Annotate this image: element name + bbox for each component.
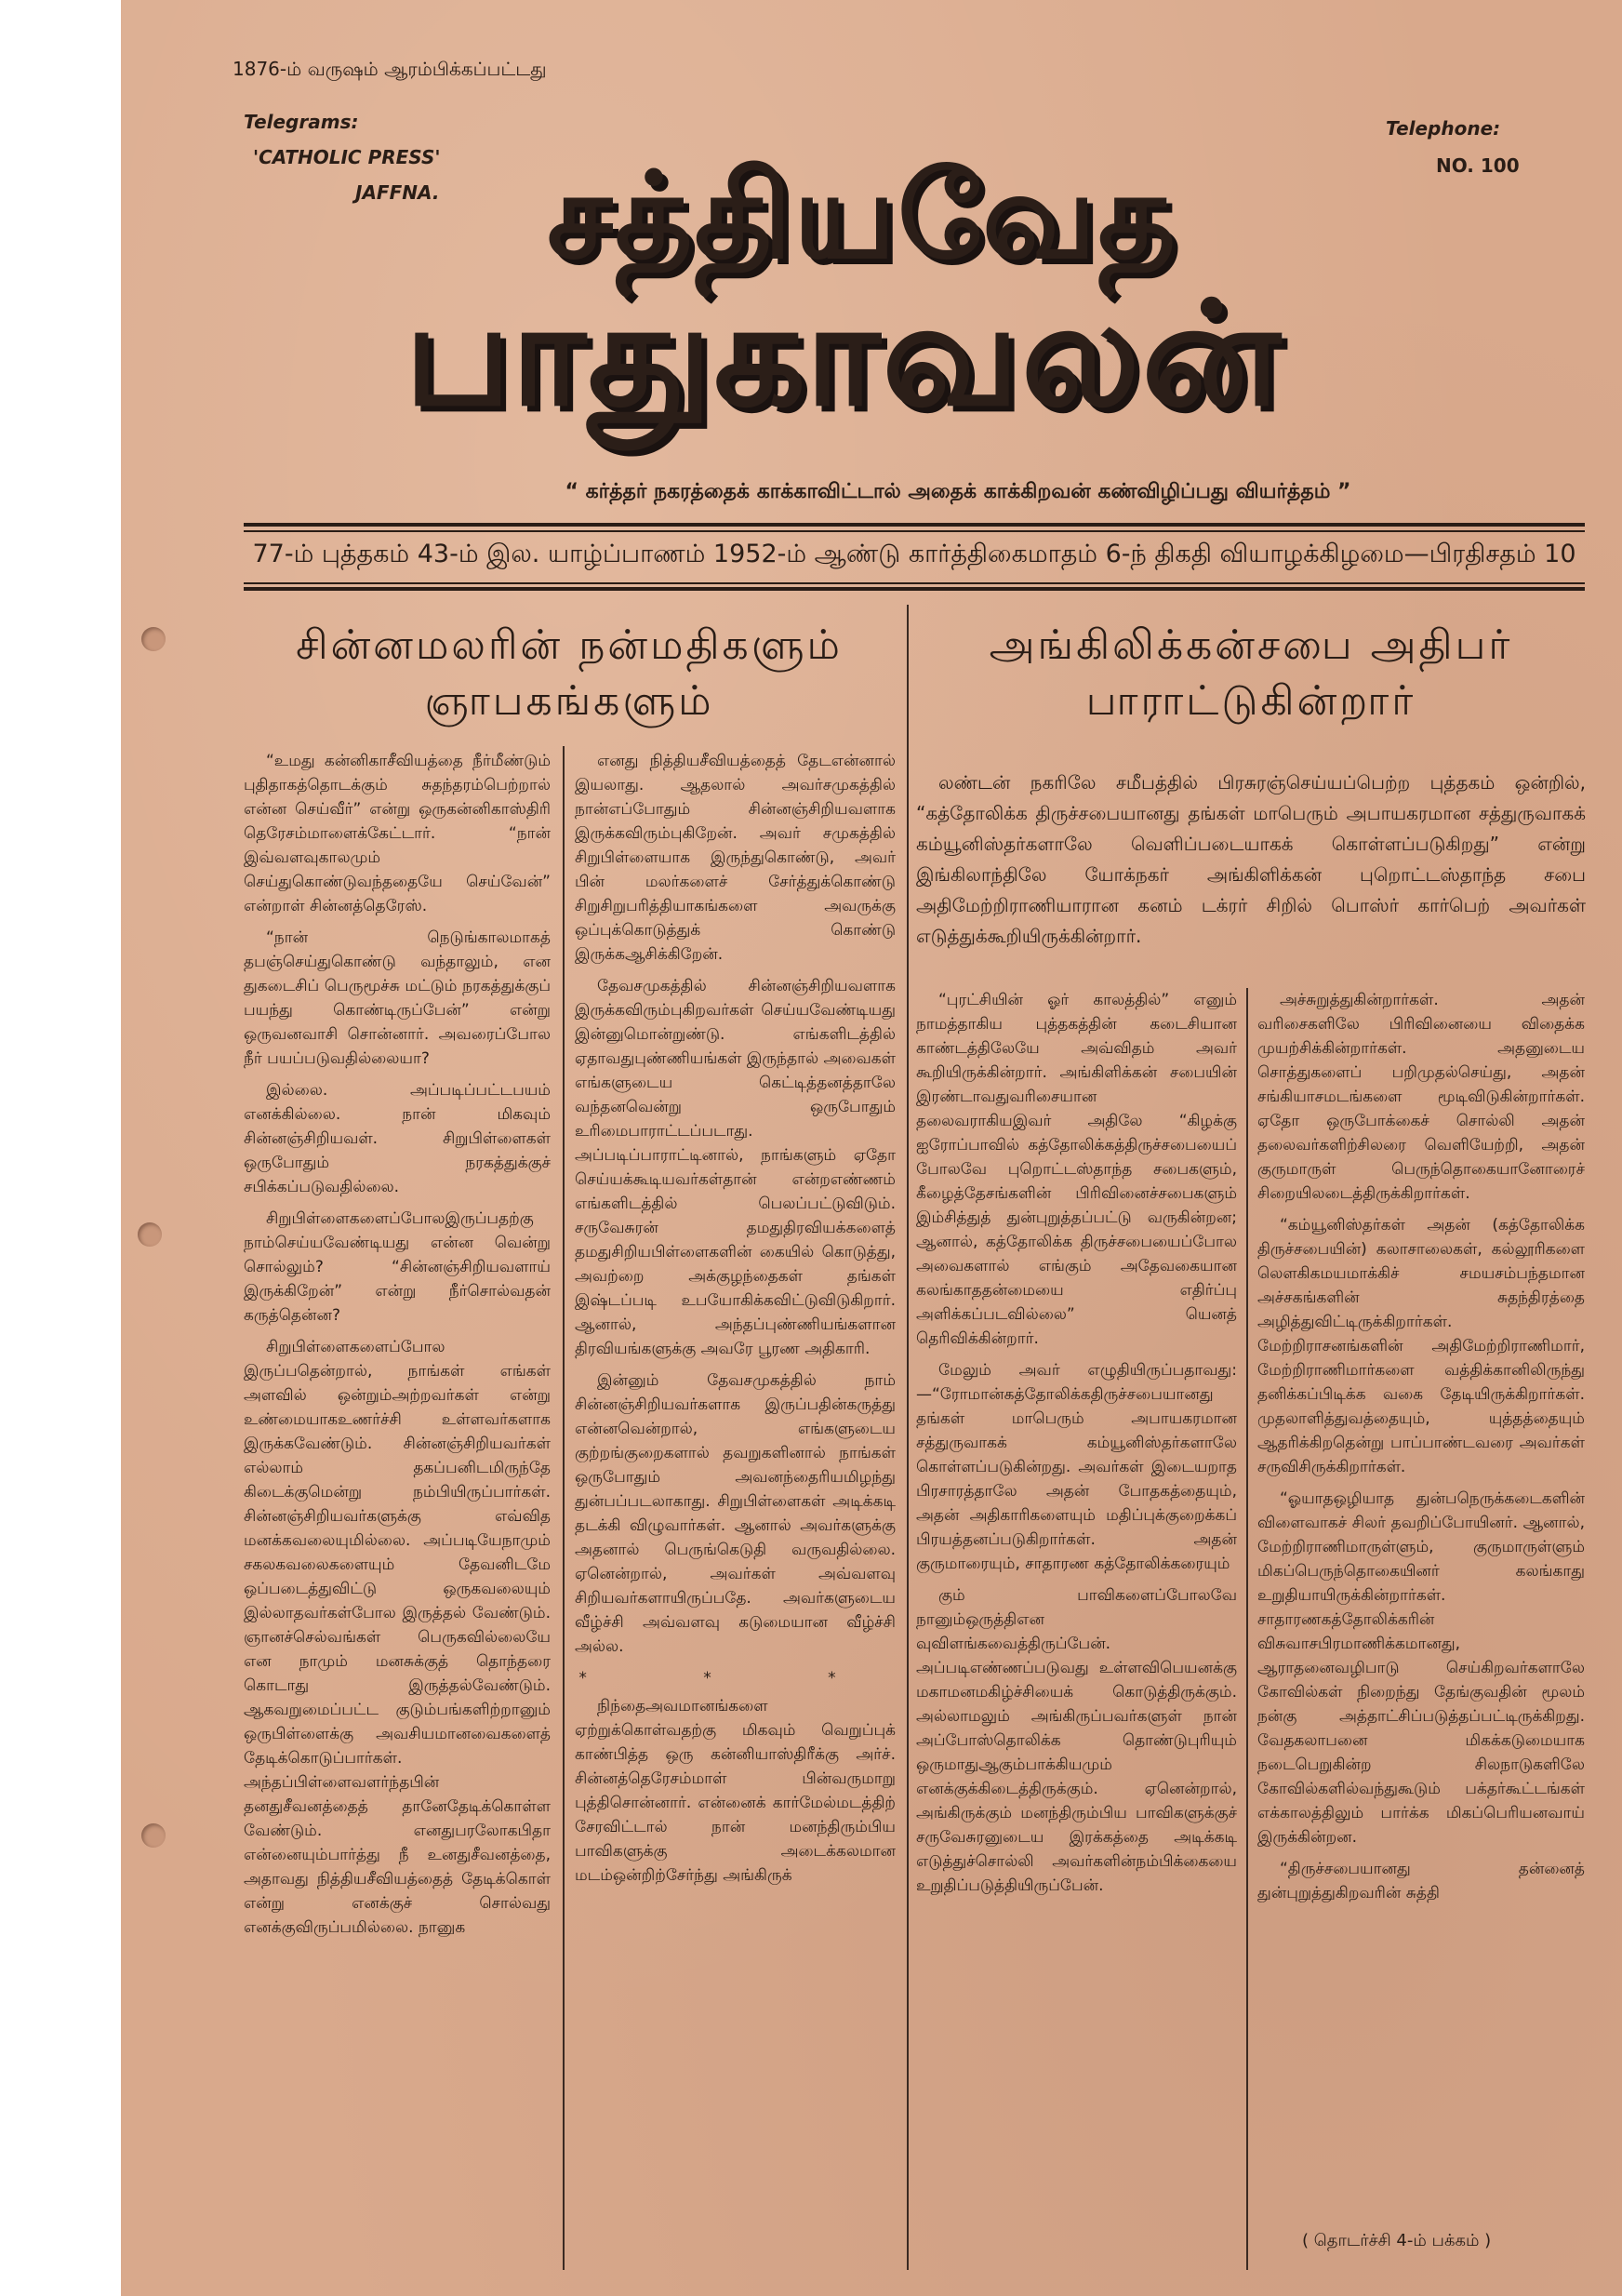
left-article-headline bbox=[244, 618, 895, 729]
dateline: 77-ம் புத்தகம் 43-ம் இல. யாழ்ப்பாணம் 1952-ம் ஆண்டு கார்த்திகைமாதம் 6-ந் திகதி வியாழக்கிழமை—பிரதிசதம் 10 bbox=[252, 540, 1576, 568]
right-headline-line1: அங்கிலிக்கன்சபை அதிபர் bbox=[989, 621, 1513, 669]
dateline-bottom-rule bbox=[244, 587, 1585, 591]
motto: “ கர்த்தர் நகரத்தைக் காக்காவிட்டால் அதைக் காக்கிறவன் கண்விழிப்பது வியர்த்தம் ” bbox=[565, 480, 1351, 503]
binding-hole bbox=[141, 627, 166, 651]
right-article-lead bbox=[916, 768, 1586, 981]
paragraph: சிறுபிள்ளைகளைப்போலஇருப்பதற்கு நாம்செய்யவேண்டியது என்ன வென்று சொல்லும்? “சின்னஞ்சிறியவளாய் இருக்கிறேன்” என்று நீர்சொல்வதன் கருத்தென்ன? bbox=[244, 1209, 551, 1325]
continued-note: ( தொடர்ச்சி 4-ம் பக்கம் ) bbox=[1302, 2231, 1492, 2250]
paragraph: அச்சுறுத்துகின்றார்கள். அதன் வரிசைகளிலே பிரிவினையை விதைக்க முயற்சிக்கின்றார்கள். அதனுடைய சொத்துகளைப் பறிமுதல்செய்து, அதன் சங்கியாசமடங்களை மூடிவிடுகின்றார்கள். ஏதோ ஒருபோக்கைச் சொல்லி அதன் தலைவர்களிற்சிலரை வெளியேற்றி, அதன் குருமாருள் பெருந்தொகையானோரைச் சிறையிலடைத்திருக்கிறார்கள். bbox=[1257, 991, 1585, 1203]
lead-paragraph: லண்டன் நகரிலே சமீபத்தில் பிரசுரஞ்செய்யப்பெற்ற புத்தகம் ஒன்றில், “கத்தோலிக்க திருச்சபையானது தங்கள் மாபெரும் அபாயகரமான சத்துருவாகக் கம்யூனிஸ்தர்களாலே வெளிப்படையாகக் கொள்ளப்படுகிறது” என்று இங்கிலாந்திலே யோக்நகர் அங்கிளிக்கன் புறொட்டஸ்தாந்த சபை அதிமேற்றிராணியாரான கனம் டக்ரர் சிறில் பொஸ்ர் கார்பெற் அவர்கள் எடுத்துக்கூறியிருக்கின்றார். bbox=[916, 771, 1586, 947]
column-divider-right bbox=[1246, 988, 1248, 2270]
telegrams-address-line2: JAFFNA. bbox=[355, 181, 440, 204]
paragraph: “புரட்சியின் ஓர் காலத்தில்” எனும் நாமத்தாகிய புத்தகத்தின் கடைசியான காண்டத்திலேயே அவ்விதம் அவர் கூறியிருக்கின்றார். அங்கிளிக்கன் சபையின் இரண்டாவதுவரிசையான தலைவராகியஇவர் அதிலே “கிழக்கு ஐரோப்பாவில் கத்தோலிக்கத்திருச்சபையைப் போலவே புறொட்டஸ்தாந்த சபைகளும், கீழைத்தேசங்களின் பிரிவினைச்சபைகளும் இம்சித்துத் துன்புறுத்தப்பட்டு வருகின்றன; ஆனால், கத்தோலிக்க திருச்சபையைப்போல அவைகளால் எங்கும் அதேவகையான கலங்காததன்மையை எதிர்ப்பு அளிக்கப்படவில்லை” யெனத் தெரிவிக்கின்றார். bbox=[916, 991, 1237, 1348]
paragraph: “கம்யூனிஸ்தர்கள் அதன் (கத்தோலிக்க திருச்சபையின்) கலாசாலைகள், கல்லூரிகளை லௌகிகமயமாக்கிச் சமயசம்பந்தமான அச்சகங்களின் சுதந்திரத்தை அழித்துவிட்டிருக்கிறார்கள். மேற்றிராசனங்களின் அதிமேற்றிராணிமார், மேற்றிராணிமார்களை வத்திக்கானிலிருந்து தனிக்கப்பிடிக்க வகை தேடியிருக்கிறார்கள். முதலாளித்துவத்தையும், யுத்தத்தையும் ஆதரிக்கிறதென்று பாப்பாண்டவரை அவர்கள் சருவிசிருக்கிறார்கள். bbox=[1257, 1216, 1585, 1476]
telegrams-address-line1: 'CATHOLIC PRESS' bbox=[253, 146, 441, 168]
paragraph: சிறுபிள்ளைகளைப்போல இருப்பதென்றால், நாங்கள் எங்கள் அளவில் ஒன்றும்அற்றவர்கள் என்று உண்மையாகஉணர்ச்சி உள்ளவர்களாக இருக்கவேண்டும். சின்னஞ்சிறியவர்கள் எல்லாம் தகப்பனிடமிருந்தே கிடைக்குமென்று நம்பியிருப்பார்கள். சின்னஞ்சிறியவர்களுக்கு எவ்வித மனக்கவலையுமில்லை. அப்படியேநாமும் சகலகவலைகளையும் தேவனிடமே ஒப்படைத்துவிட்டு ஒருகவலையும் இல்லாதவர்கள்போல இருத்தல் வேண்டும். ஞானச்செல்வங்கள் பெருகவில்லையே என நாமும் மனசுக்குத் தொந்தரை கொடாது இருத்தல்வேண்டும். ஆகவறுமைப்பட்ட குடும்பங்களிற்றானும் ஒருபிள்ளைக்கு அவசியமானவைகளைத் தேடிக்கொடுப்பார்கள். அந்தப்பிள்ளைவளர்ந்தபின் தனதுசீவனத்தைத் தானேதேடிக்கொள்ள வேண்டும். எனதுபரலோகபிதா என்னையும்பார்த்து நீ உனதுசீவனத்தை, அதாவது நித்தியசீவியத்தைத் தேடிக்கொள் என்று எனக்குச் சொல்வது எனக்குவிருப்பமில்லை. நானுக bbox=[244, 1338, 551, 1937]
telegrams-label: Telegrams: bbox=[244, 111, 359, 133]
established-note: 1876-ம் வருஷம் ஆரம்பிக்கப்பட்டது bbox=[233, 58, 547, 80]
left-headline-line1: சின்னமலரின் நன்மதிகளும் bbox=[296, 621, 843, 669]
paragraph: மேலும் அவர் எழுதியிருப்பதாவது:—“ரோமான்கத்தோலிக்கதிருச்சபையானது தங்கள் மாபெரும் அபாயகரமான சத்துருவாகக் கம்யூனிஸ்தர்களாலே கொள்ளப்படுகின்றது. அவர்கள் இடையறாத பிரசாரத்தாலே அதன் போதகத்தையும், அதன் அதிகாரிகளையும் மதிப்புக்குறைக்கப் பிரயத்தனப்படுகிறார்கள். அதன் குருமாரையும், சாதாரண கத்தோலிக்கரையும் bbox=[916, 1361, 1237, 1573]
section-stars: * * * bbox=[578, 1669, 892, 1688]
binding-hole bbox=[138, 1222, 162, 1247]
right-headline-line2: பாராட்டுகின்றார் bbox=[1085, 677, 1416, 725]
paragraph: கும் பாவிகளைப்போலவே நானும்ஒருத்திஎன வுவிளங்கவைத்திருப்பேன். அப்படிஎண்ணப்படுவது உள்ளவிபெயனக்கு மகாமனமகிழ்ச்சியைக் கொடுத்திருக்கும். அல்லாமலும் அங்கிருப்பவர்களுள் நான் அப்போஸ்தொலிக்க தொண்டுபுரியும் ஒருமாதுஆகும்பாக்கியமும் எனக்குக்கிடைத்திருக்கும். ஏனென்றால், அங்கிருக்கும் மனந்திரும்பிய பாவிகளுக்குச் சருவேசுரனுடைய இரக்கத்தை அடிக்கடி எடுத்துச்சொல்லி அவர்களின்நம்பிக்கையை உறுதிப்படுத்தியிருப்பேன். bbox=[916, 1586, 1237, 1895]
column-divider-main bbox=[907, 605, 909, 2270]
paragraph: இன்னும் தேவசமுகத்தில் நாம் சின்னஞ்சிறியவர்களாக இருப்பதின்கருத்து என்னவென்றால், எங்களுடைய குற்றங்குறைகளால் தவறுகளினால் நாங்கள் ஒருபோதும் அவனந்தைரியமிழந்து துன்பப்படலாகாது. சிறுபிள்ளைகள் அடிக்கடி தடக்கி விழுவார்கள். ஆனால் அவர்களுக்கு அதனால் பெருங்கெடுதி வருவதில்லை. ஏனென்றால், அவர்கள் அவ்வளவு சிறியவர்களாயிருப்பதே. அவர்களுடைய வீழ்ச்சி அவ்வளவு கடுமையான வீழ்ச்சி அல்ல. bbox=[575, 1371, 896, 1656]
telephone-label: Telephone: bbox=[1386, 117, 1501, 140]
right-article-column-1 bbox=[916, 988, 1237, 2266]
paragraph: நிந்தைஅவமானங்களை ஏற்றுக்கொள்வதற்கு மிகவும் வெறுப்புக் காண்பித்த ஒரு கன்னியாஸ்திரீக்கு அர்ச். சின்னத்தெரேசம்மாள் பின்வருமாறு புத்திசொன்னார். என்னைக் கார்மேல்மடத்திற் சேரவிட்டால் நான் மனந்திரும்பிய பாவிகளுக்கு அடைக்கலமான மடம்ஒன்றிற்சேர்ந்து அங்கிருக் bbox=[575, 1697, 896, 1885]
left-headline-line2: ஞாபகங்களும் bbox=[424, 677, 714, 725]
paragraph: தேவசமுகத்தில் சின்னஞ்சிறியவளாக இருக்கவிரும்புகிறவர்கள் செய்யவேண்டியது இன்னுமொன்றுண்டு. எங்களிடத்தில் ஏதாவதுபுண்ணியங்கள் இருந்தால் அவைகள் எங்களுடைய கெட்டித்தனத்தாலே வந்தனவென்று ஒருபோதும் உரிமைபாராட்டப்படாது. அப்படிப்பாராட்டினால், நாங்களும் ஏதோ செய்யக்கூடியவர்கள்தான் என்றஎண்ணம் எங்களிடத்தில் பெலப்பட்டுவிடும். சருவேசுரன் தமதுதிரவியக்களைத் தமதுசிறியபிள்ளைகளின் கையில் கொடுத்து, அவற்றை அக்குழந்தைகள் தங்கள் இஷ்டப்படி உபயோகிக்கவிட்டுவிடுகிறார். ஆனால், அந்தப்புண்ணியங்களான திரவியங்களுக்கு அவரே பூரண அதிகாரி. bbox=[575, 977, 896, 1358]
masthead-title-line1: சத்தியவேத bbox=[547, 147, 1177, 286]
paragraph: “ஓயாதஒழியாத துன்பநெருக்கடைகளின் விளைவாகச் சிலர் தவறிப்போயினர். ஆனால், மேற்றிராணிமாருள்ளும், குருமாருள்ளும் மிகப்பெருந்தொகையினர் கலங்காது உறுதியாயிருக்கின்றார்கள். சாதாரணகத்தோலிக்கரின் விசுவாசபிரமாணிக்கமானது, ஆராதனைவழிபாடு செய்கிறவர்களாலே கோவில்கள் நிறைந்து தேங்குவதின் மூலம் நன்கு அத்தாட்சிப்படுத்தப்பட்டிருக்கிறது. வேதகலாபனை மிகக்கடுமையாக நடைபெறுகின்ற சிலநாடுகளிலே கோவில்களில்வந்துகூடும் பக்தர்கூட்டங்கள் எக்காலத்திலும் பார்க்க மிகப்பெரியனவாய் இருக்கின்றன. bbox=[1257, 1489, 1585, 1847]
dateline-bottom-rule-thin bbox=[244, 582, 1585, 584]
column-divider-left bbox=[563, 746, 565, 2270]
paragraph: “திருச்சபையானது தன்னைத் துன்புறுத்துகிறவரின் சுத்தி bbox=[1257, 1860, 1585, 1902]
binding-hole bbox=[141, 1823, 166, 1848]
dateline-top-rule bbox=[244, 523, 1585, 527]
left-article-column-2 bbox=[575, 749, 896, 2265]
left-article-column-1 bbox=[244, 749, 551, 2265]
right-article-column-2 bbox=[1257, 988, 1585, 2266]
telephone-number: NO. 100 bbox=[1436, 154, 1520, 177]
paragraph: எனது நித்தியசீவியத்தைத் தேடஎன்னால் இயலாது. ஆதலால் அவர்சமுகத்தில் நான்எப்போதும் சின்னஞ்சிறியவளாக இருக்கவிரும்புகிறேன். அவர் சமுகத்தில் சிறுபிள்ளையாக இருந்துகொண்டு, அவர் பின் மலர்களைச் சேர்த்துக்கொண்டு சிறுசிறுபரித்தியாகங்களை அவருக்கு ஒப்புக்கொடுத்துக் கொண்டு இருக்கஆசிக்கிறேன். bbox=[575, 752, 896, 964]
right-article-headline bbox=[916, 618, 1586, 729]
dateline-top-rule-thin bbox=[244, 530, 1585, 532]
paragraph: இல்லை. அப்படிப்பட்டபயம் எனக்கில்லை. நான் மிகவும் சின்னஞ்சிறியவள். சிறுபிள்ளைகள் ஒருபோதும் நரகத்துக்குச் சபிக்கப்படுவதில்லை. bbox=[244, 1081, 551, 1196]
paragraph: “உமது கன்னிகாசீவியத்தை நீர்மீண்டும் புதிதாகத்தொடக்கும் சுதந்தரம்பெற்றால் என்ன செய்வீர்” என்று ஒருகன்னிகாஸ்திரி தெரேசம்மாளைக்கேட்டார். “நான் இவ்வளவுகாலமும் செய்துகொண்டுவந்ததையே செய்வேன்” என்றாள் சின்னத்தெரேஸ். bbox=[244, 752, 551, 915]
masthead-title-line2: பாதுகாவலன் bbox=[404, 272, 1283, 438]
paragraph: “நான் நெடுங்காலமாகத் தபஞ்செய்துகொண்டு வந்தாலும், என துகடைசிப் பெருமூச்சு மட்டும் நரகத்துக்குப் பயந்து கொண்டிருப்பேன்” என்று ஒருவனவாசி சொன்னார். அவரைப்போல நீர் பயப்படுவதில்லையா? bbox=[244, 928, 551, 1068]
